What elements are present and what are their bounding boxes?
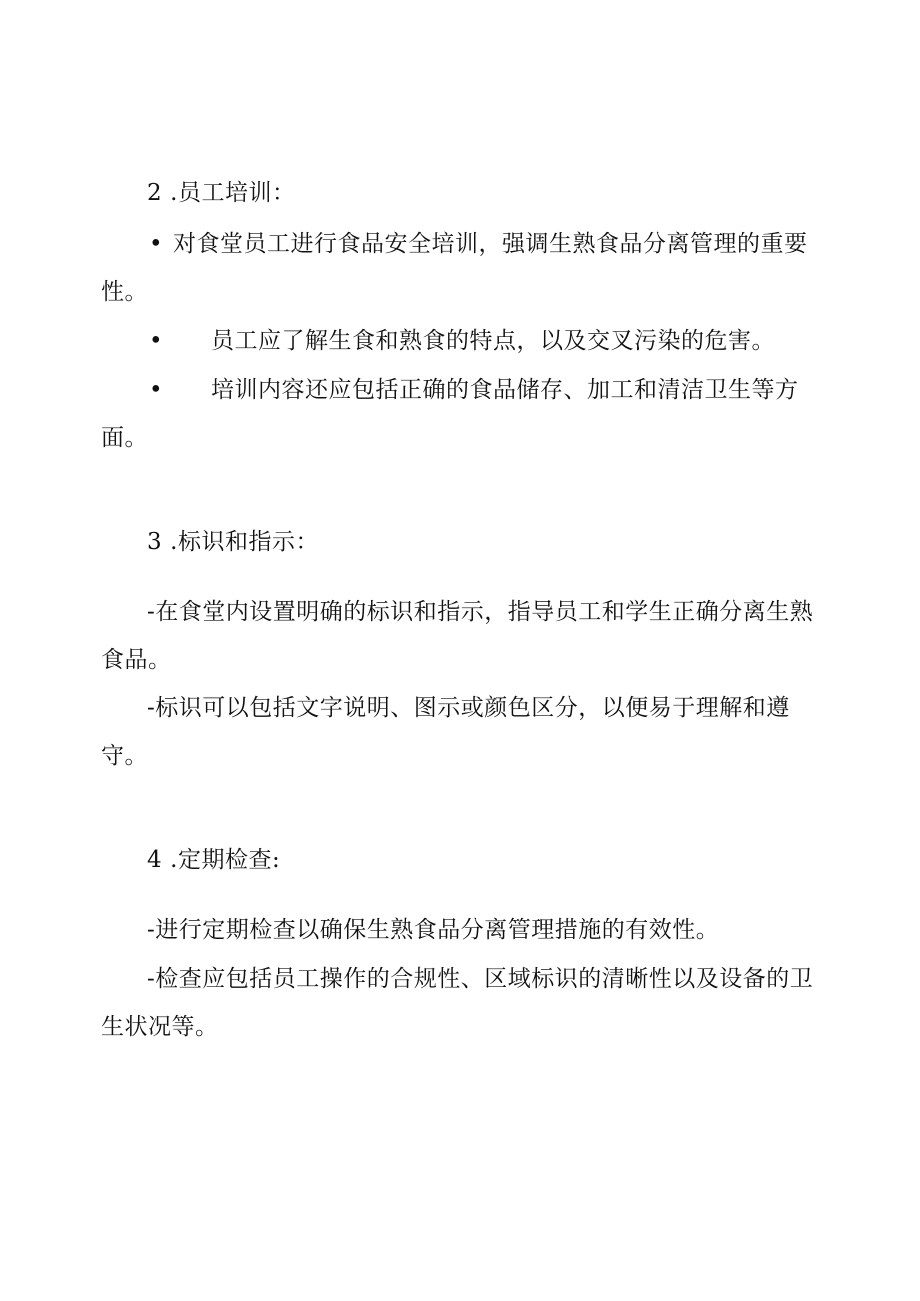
list-item-text: 在食堂内设置明确的标识和指示，指导员工和学生正确分离生熟 <box>155 599 814 625</box>
list-item <box>147 964 813 994</box>
section-number: 3 <box>147 529 163 555</box>
section-number: 2 <box>147 180 163 206</box>
list-item-continuation: 食品。 <box>101 647 172 673</box>
section-number: 4 <box>147 847 163 873</box>
section-heading-3 <box>147 527 319 557</box>
bullet-marker: • <box>149 231 164 257</box>
list-item <box>147 693 790 723</box>
list-item-continuation: 面。 <box>101 425 148 451</box>
bullet-marker: • <box>149 377 164 403</box>
section-heading-2 <box>147 178 295 208</box>
section-heading-4 <box>147 845 280 875</box>
list-item <box>149 326 775 356</box>
dash-marker: - <box>147 599 156 625</box>
dash-marker: - <box>147 695 156 721</box>
list-item-text: 标识可以包括文字说明、图示或颜色区分，以便易于理解和遵 <box>155 695 790 721</box>
section-title: .标识和指示： <box>170 529 319 555</box>
list-item-text: 检查应包括员工操作的合规性、区域标识的清晰性以及设备的卫 <box>155 966 814 992</box>
section-title: .定期检查: <box>170 847 281 873</box>
dash-marker: - <box>147 966 156 992</box>
list-item-text: 员工应了解生食和熟食的特点，以及交叉污染的危害。 <box>211 328 775 354</box>
list-item <box>147 597 813 627</box>
bullet-marker: • <box>149 328 164 354</box>
list-item <box>149 229 808 259</box>
list-item-continuation: 性。 <box>101 279 148 305</box>
list-item-text: 培训内容还应包括正确的食品储存、加工和清洁卫生等方 <box>211 377 799 403</box>
dash-marker: - <box>147 917 156 943</box>
list-item-text: 对食堂员工进行食品安全培训，强调生熟食品分离管理的重要 <box>173 231 808 257</box>
section-title: .员工培训： <box>170 180 296 206</box>
list-item <box>147 915 719 945</box>
list-item-continuation: 守。 <box>101 743 148 769</box>
list-item-continuation: 生状况等。 <box>101 1014 219 1040</box>
list-item-text: 进行定期检查以确保生熟食品分离管理措施的有效性。 <box>155 917 720 943</box>
list-item <box>149 375 799 405</box>
